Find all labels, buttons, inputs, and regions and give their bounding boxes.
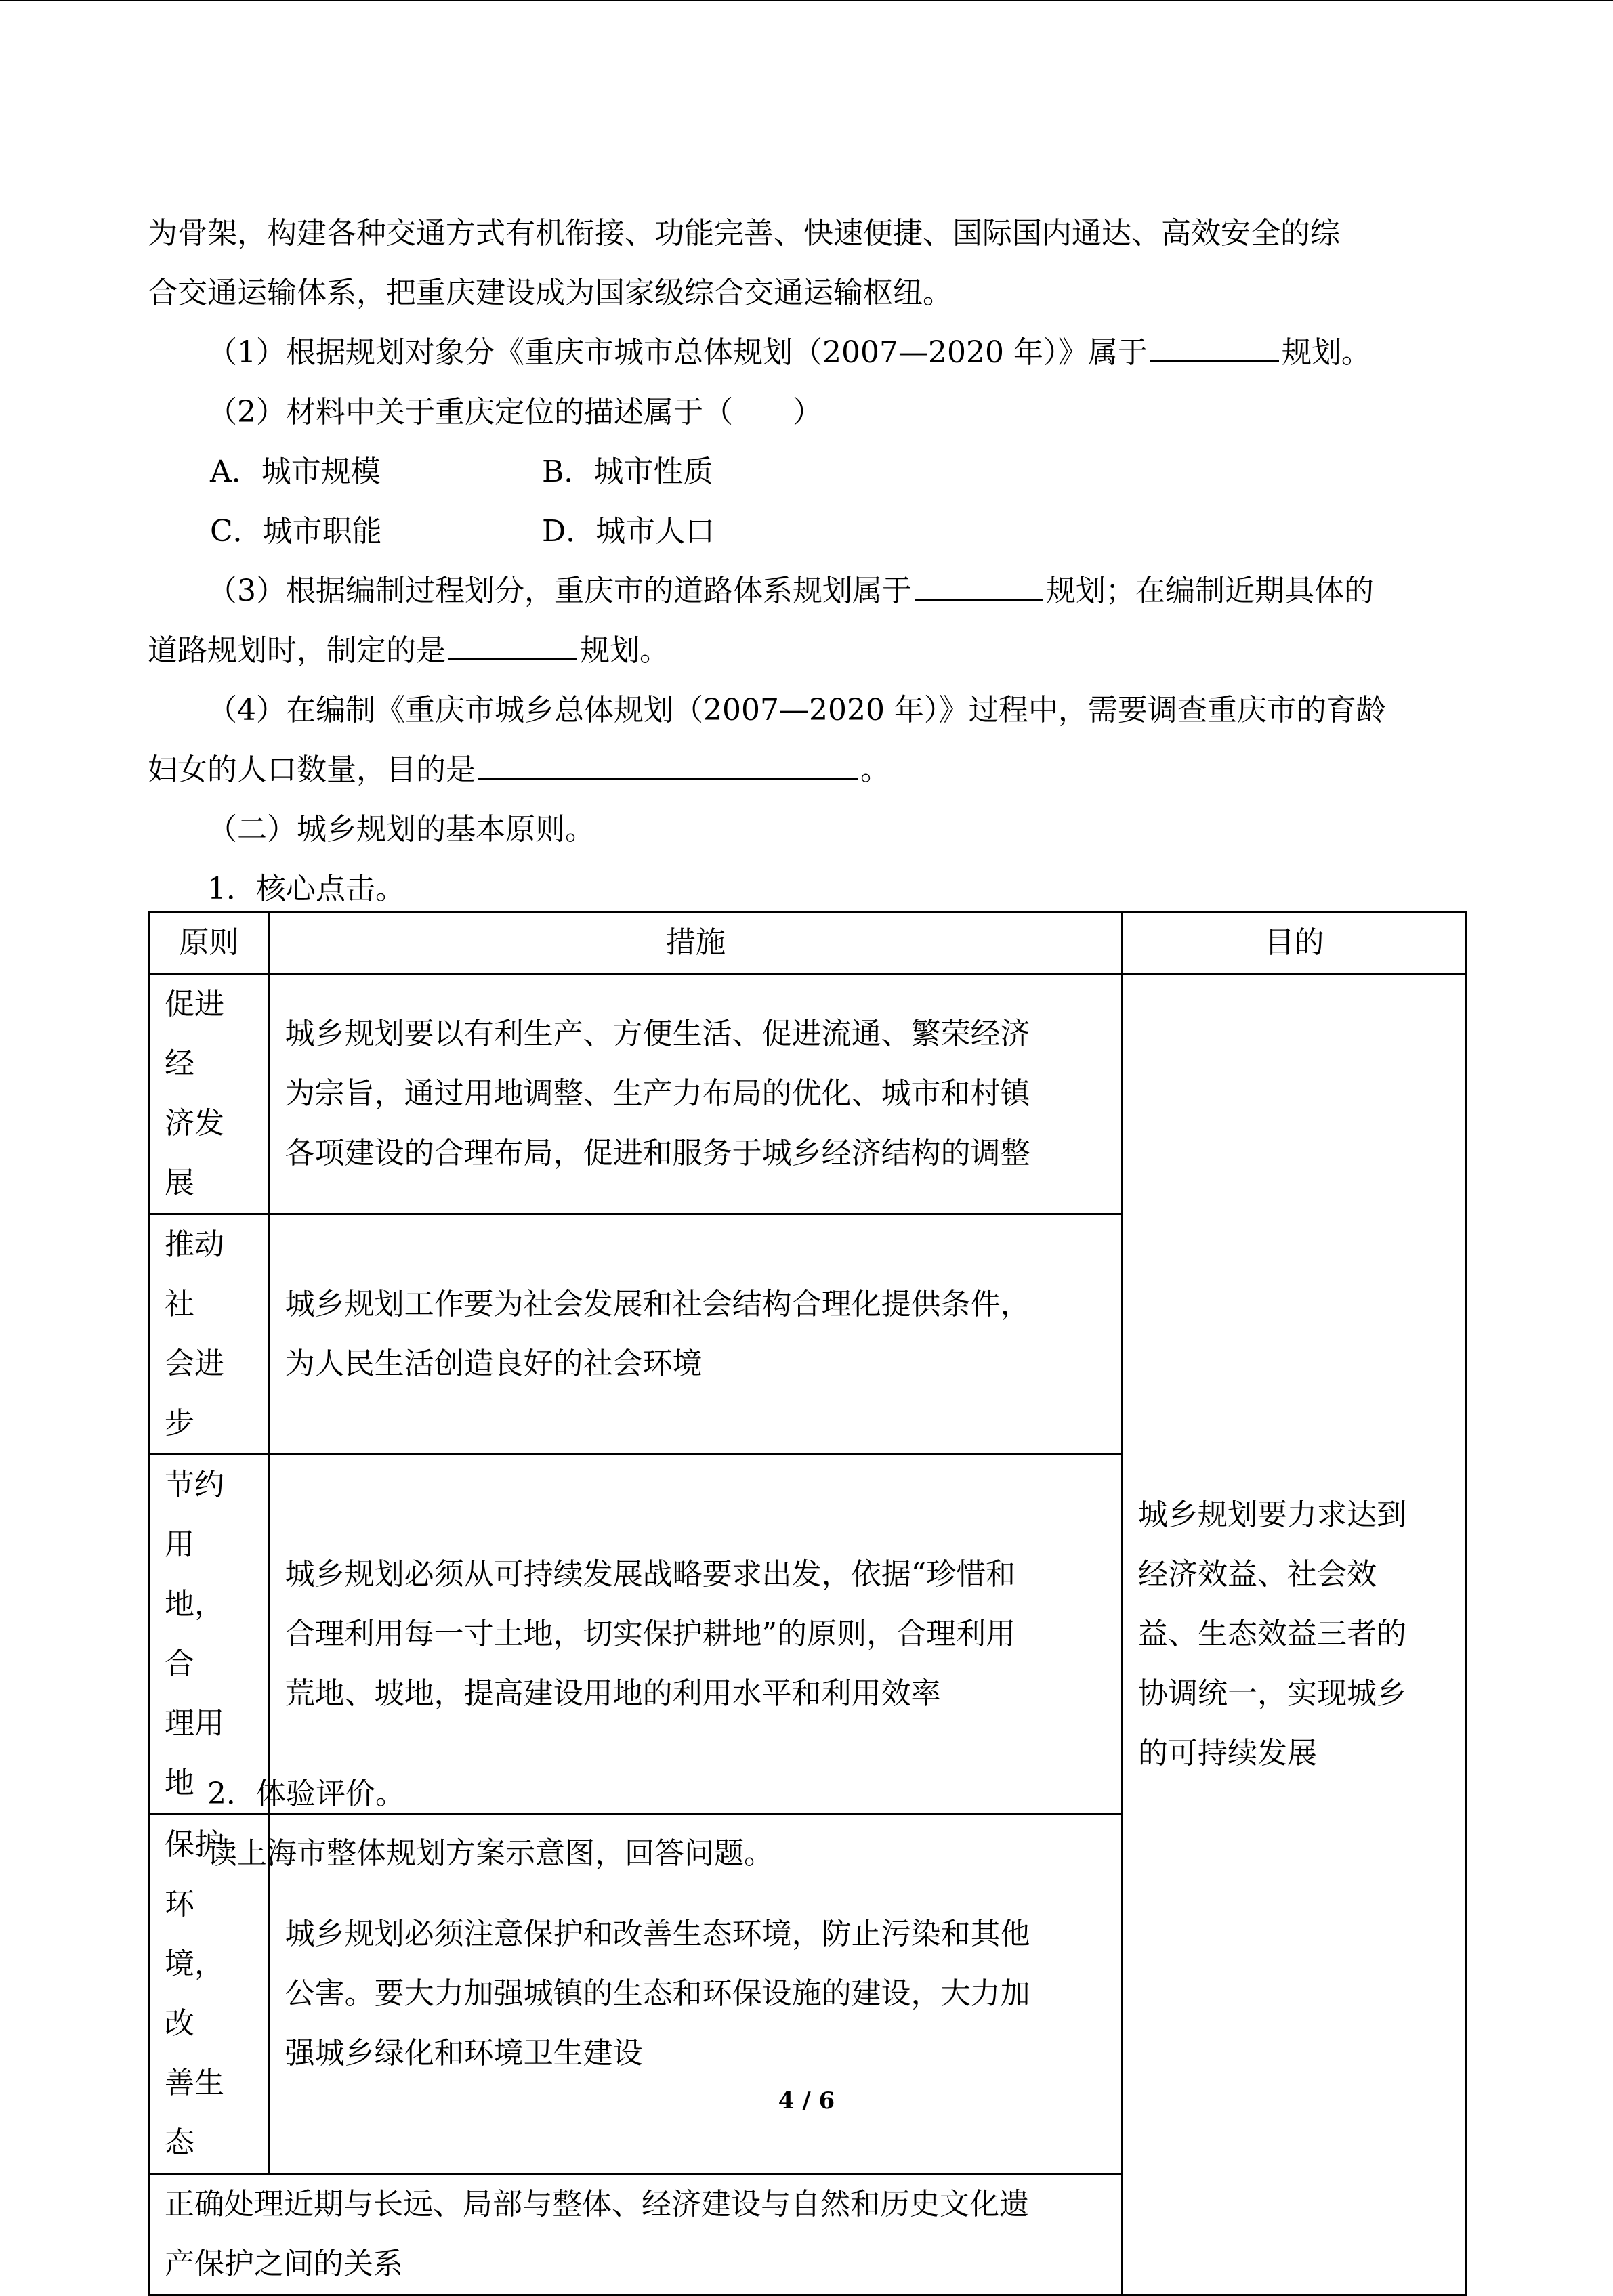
measure-line: 城乡规划必须从可持续发展战略要求出发，依据“珍惜和 <box>285 1557 1016 1592</box>
measure-cell <box>269 1455 1122 1814</box>
option-a[interactable]: A．城市规模 <box>210 454 381 489</box>
header-principle: 原则 <box>149 912 270 974</box>
answer-blank-3b[interactable] <box>448 623 577 660</box>
measure-line: 各项建设的合理布局，促进和服务于城乡经济结构的调整 <box>285 1136 1030 1170</box>
principle-line: 地，合 <box>165 1587 224 1681</box>
principle-line: 境，改 <box>165 1947 224 2041</box>
measure-cell <box>269 974 1122 1214</box>
measure-line: 荒地、坡地，提高建设用地的利用水平和利用效率 <box>285 1676 941 1711</box>
principle-line: 会进步 <box>165 1346 224 1441</box>
intro-line-2: 合交通运输体系，把重庆建设成为国家级综合交通运输枢纽。 <box>148 276 952 310</box>
principle-cell <box>149 1455 270 1814</box>
principle-cell <box>149 974 270 1214</box>
measure-line: 为人民生活创造良好的社会环境 <box>285 1346 703 1381</box>
option-c[interactable]: C．城市职能 <box>210 514 382 549</box>
experience-title: 2．体验评价。 <box>207 1777 405 1811</box>
principle-line: 推动社 <box>165 1227 224 1321</box>
principle-line: 节约用 <box>165 1468 224 1562</box>
measure-line: 为宗旨，通过用地调整、生产力布局的优化、城市和村镇 <box>285 1076 1030 1111</box>
principle-line: 保护环 <box>165 1827 224 1921</box>
page-number: 4 / 6 <box>778 2087 835 2114</box>
question-4-text-2: 妇女的人口数量，目的是 <box>148 752 476 787</box>
measure-line: 城乡规划要以有利生产、方便生活、促进流通、繁荣经济 <box>285 1017 1030 1051</box>
goal-line: 的可持续发展 <box>1138 1736 1318 1770</box>
question-4-line-2 <box>148 740 890 800</box>
question-1 <box>148 323 1371 383</box>
principle-cell <box>149 1214 270 1455</box>
measure-line: 强城乡绿化和环境卫生建设 <box>285 2036 643 2070</box>
question-4-tail: 。 <box>860 752 890 787</box>
summary-line: 正确处理近期与长远、局部与整体、经济建设与自然和历史文化遗 <box>165 2187 1029 2221</box>
measure-line: 城乡规划工作要为社会发展和社会结构合理化提供条件， <box>285 1287 1030 1321</box>
principle-line: 善生态 <box>165 2066 224 2160</box>
option-d[interactable]: D．城市人口 <box>542 514 715 549</box>
principle-line: 理用地 <box>165 1706 224 1800</box>
table-header-row <box>149 912 1467 974</box>
measure-cell <box>269 1214 1122 1455</box>
answer-blank-1[interactable] <box>1150 325 1279 362</box>
question-3-line-1 <box>148 561 1374 621</box>
core-points-title: 1．核心点击。 <box>207 872 405 906</box>
question-4-line-1: （4）在编制《重庆市城乡总体规划（2007—2020 年）》过程中，需要调查重庆市的育龄 <box>207 693 1386 727</box>
goal-line: 经济效益、社会效 <box>1138 1557 1377 1592</box>
summary-cell <box>149 2174 1123 2295</box>
measure-line: 公害。要大力加强城镇的生态和环保设施的建设，大力加 <box>285 1976 1030 2011</box>
principle-line: 济发展 <box>165 1106 224 1200</box>
intro-line-1: 为骨架，构建各种交通方式有机衔接、功能完善、快速便捷、国际国内通达、高效安全的综 <box>148 216 1340 251</box>
question-3-line-2 <box>148 621 669 681</box>
measure-line: 合理利用每一寸土地，切实保护耕地”的原则，合理利用 <box>285 1617 1016 1651</box>
header-goal: 目的 <box>1123 912 1467 974</box>
goal-line: 城乡规划要力求达到 <box>1138 1497 1407 1532</box>
goal-line: 益、生态效益三者的 <box>1138 1617 1407 1651</box>
table-row <box>149 974 1467 1214</box>
answer-blank-3a[interactable] <box>915 564 1043 601</box>
question-1-tail: 规划。 <box>1281 335 1371 370</box>
option-b[interactable]: B．城市性质 <box>542 454 713 489</box>
goal-line: 协调统一，实现城乡 <box>1138 1676 1407 1711</box>
question-3-middle: 规划；在编制近期具体的 <box>1046 574 1374 608</box>
question-3-tail: 规划。 <box>580 633 669 668</box>
question-2: （2）材料中关于重庆定位的描述属于（ ） <box>207 395 822 429</box>
measure-line: 城乡规划必须注意保护和改善生态环境，防止污染和其他 <box>285 1917 1030 1951</box>
summary-line: 产保护之间的关系 <box>165 2247 403 2281</box>
header-measure: 措施 <box>269 912 1122 974</box>
principle-line: 促进经 <box>165 987 224 1081</box>
question-1-text: （1）根据规划对象分《重庆市城市总体规划（2007—2020 年）》属于 <box>207 335 1148 370</box>
reading-instruction: 读上海市整体规划方案示意图，回答问题。 <box>207 1836 774 1871</box>
question-3-text-2: 道路规划时，制定的是 <box>148 633 446 668</box>
answer-blank-4[interactable] <box>478 742 858 780</box>
question-3-text: （3）根据编制过程划分，重庆市的道路体系规划属于 <box>207 574 912 608</box>
page-top-border <box>0 0 1613 1</box>
section-2-title: （二）城乡规划的基本原则。 <box>207 812 595 847</box>
